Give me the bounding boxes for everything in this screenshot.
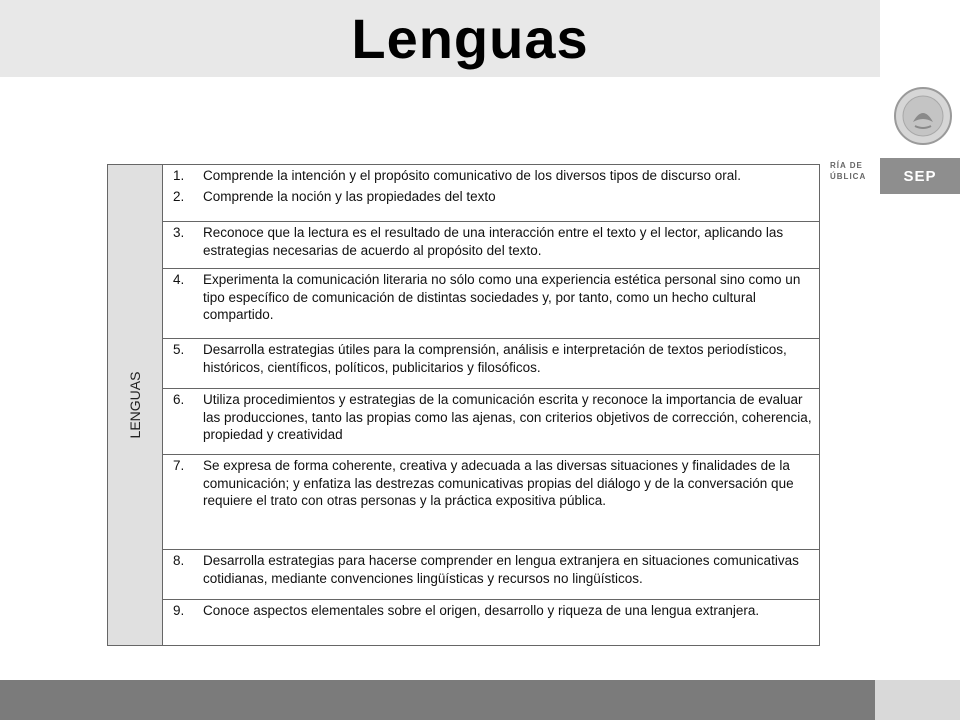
sep-logo: SEP [880,158,960,194]
item-text: Conoce aspectos elementales sobre el origen, desarrollo y riqueza de una lengua extranjera. [203,603,760,618]
item-number: 5. [173,342,185,357]
item-text: Desarrolla estrategias útiles para la comprensión, análisis e interpretación de textos periodísticos, históricos, científicos, políticos, publicitarios y filosóficos. [203,342,787,375]
item-number: 4. [173,272,185,287]
side-label-text: LENGUAS [127,371,143,439]
table-side-label [108,165,163,645]
item-number: 2. [173,188,185,204]
item-text: Utiliza procedimientos y estrategias de la comunicación escrita y reconoce la importancia de evaluar las producciones, tanto las propias como las ajenas, con criterios objetivos de corrección, coherencia, propiedad y creatividad [203,392,812,442]
item-text: Se expresa de forma coherente, creativa y adecuada a las diversas situaciones y finalidades de la comunicación; y enfatiza las destrezas comunicativas propias del diálogo y de la conversación que requiere el trato con otras personas y la práctica expositiva pública. [203,458,794,508]
list-item [173,271,813,324]
list-item [173,602,813,620]
table-row [163,269,819,339]
table-row [163,600,819,645]
item-number: 6. [173,392,185,407]
item-text: Reconoce que la lectura es el resultado de una interacción entre el texto y el lector, aplicando las estrategias necesarias de acuerdo al propósito del texto. [203,225,784,258]
table-rows [163,165,819,645]
list-item [173,552,813,587]
list-item [173,457,813,510]
list-item [173,391,813,444]
national-seal-icon [893,86,953,146]
item-text: Comprende la noción y las propiedades del texto [203,188,496,204]
agency-line-1: RÍA DE [830,161,863,170]
list-item [173,341,813,376]
agency-line-2: ÚBLICA [830,172,867,181]
page-title: Lenguas [351,7,589,70]
item-text: Desarrolla estrategias para hacerse comprender en lengua extranjera en situaciones comunicativas cotidianas, mediante convenciones lingüísticas y recursos no lingüísticos. [203,553,799,586]
table-row [163,339,819,389]
footer-band [0,680,875,720]
table-row [163,455,819,550]
item-number: 7. [173,458,185,473]
item-number: 3. [173,225,185,240]
competencies-table [107,164,820,646]
list-item [173,167,813,185]
table-row [163,550,819,600]
footer-band-right [875,680,960,720]
table-row [163,165,819,222]
item-number: 9. [173,603,185,618]
agency-name [830,160,872,182]
item-text: Comprende la intención y el propósito comunicativo de los diversos tipos de discurso oral. [203,168,742,183]
table-row [163,389,819,455]
item-number: 1. [173,168,185,183]
list-item [173,224,813,259]
item-number: 8. [173,553,185,568]
list-item [173,188,813,206]
table-row [163,222,819,269]
item-text: Experimenta la comunicación literaria no sólo como una experiencia estética personal sino como un tipo específico de comunicación de distintas sociedades y, por tanto, como un hecho cultural compartido. [203,272,801,322]
